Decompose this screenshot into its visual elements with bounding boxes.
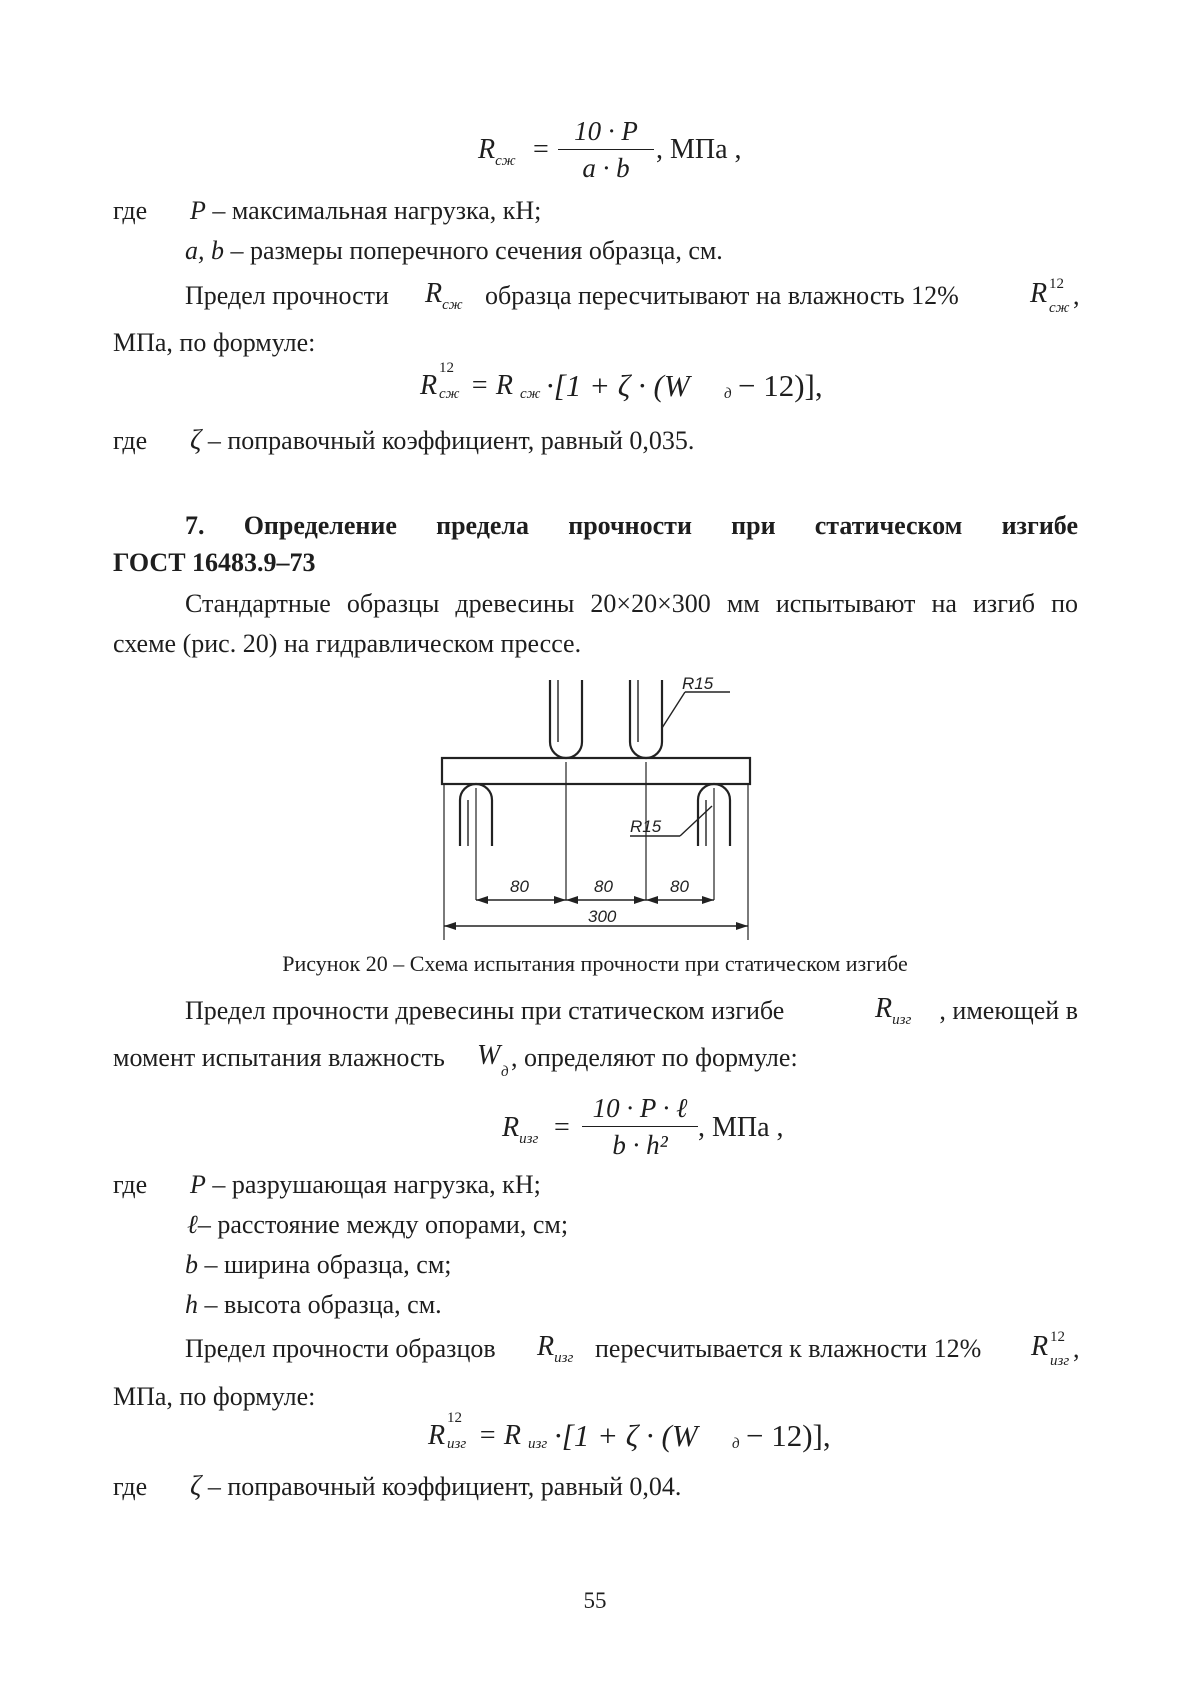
- figure-caption: Рисунок 20 – Схема испытания прочности при статическом изгибе: [282, 951, 908, 976]
- where-item: a, b – размеры поперечного сечения образца, см.: [185, 236, 723, 265]
- label-dimension-300: 300: [588, 907, 617, 926]
- label-dimension-80: 80: [670, 877, 689, 896]
- where-item: ζ – поправочный коэффициент, равный 0,035.: [190, 425, 695, 456]
- label-r15-bottom: R15: [630, 817, 662, 836]
- formula-lhs: $R_{изг}$: [502, 1112, 539, 1147]
- equals-sign: =: [533, 134, 549, 165]
- paragraph-recalc-compression: Предел прочности $R_{сж}$ образца пересчитывают на влажность 12% R 12 сж ,: [185, 276, 1080, 316]
- loading-head-right: [630, 680, 662, 758]
- fraction-denominator: a · b: [582, 153, 630, 183]
- label-dimension-80: 80: [510, 877, 529, 896]
- fraction-denominator: b · h²: [612, 1130, 668, 1160]
- loading-head-left: [550, 680, 582, 758]
- formula-unit: , МПа ,: [698, 1112, 784, 1143]
- paragraph-line: момент испытания влажность W д , определяют по формуле:: [113, 1040, 798, 1080]
- section-heading: 7. Определение предела прочности при статическом изгибе: [185, 511, 1078, 540]
- label-dimension-80: 80: [594, 877, 613, 896]
- section-heading-standard: ГОСТ 16483.9–73: [113, 548, 316, 577]
- where-item: P – максимальная нагрузка, кН;: [190, 196, 542, 225]
- where-item: ζ – поправочный коэффициент, равный 0,04.: [190, 1471, 682, 1502]
- label-r15-top: R15: [682, 674, 714, 693]
- formula-fraction: [582, 1092, 698, 1161]
- bending-scheme-diagram: [430, 670, 760, 940]
- paragraph-line: Стандартные образцы древесины 20×20×300 мм испытывают на изгиб по: [185, 589, 1078, 618]
- where-label: где: [113, 196, 148, 225]
- equals-sign: =: [554, 1112, 570, 1143]
- formula-bending-12: R 12 изг = R изг ·[1 + ζ · (W д − 12)],: [428, 1410, 831, 1453]
- where-item: ℓ– расстояние между опорами, см;: [187, 1210, 569, 1239]
- formula-lhs: $R_{сж}$: [478, 134, 516, 169]
- paragraph-line: МПа, по формуле:: [113, 1382, 316, 1411]
- formula-fraction: [558, 115, 654, 184]
- bending-test-figure: [430, 670, 760, 940]
- paragraph-recalc-bending: Предел прочности образцов $R_{изг}$ пересчитывается к влажности 12% R 12 изг ,: [185, 1329, 1080, 1369]
- where-label: где: [113, 426, 148, 455]
- paragraph-line: МПа, по формуле:: [113, 328, 316, 357]
- paragraph-line: схеме (рис. 20) на гидравлическом прессе.: [113, 629, 582, 658]
- page-number: 55: [583, 1588, 607, 1613]
- paragraph-bending-strength: Предел прочности древесины при статическом изгибе $R_{изг}$ , имеющей в: [185, 993, 1078, 1028]
- specimen-beam: [442, 758, 750, 784]
- where-label: где: [113, 1472, 148, 1501]
- fraction-numerator: 10 · P · ℓ: [592, 1093, 688, 1123]
- where-item: P – разрушающая нагрузка, кН;: [190, 1170, 541, 1199]
- where-item: h – высота образца, см.: [185, 1290, 442, 1319]
- formula-compression-12: R 12 сж = R сж ·[1 + ζ · (W д − 12)],: [420, 360, 823, 403]
- formula-unit: , МПа ,: [656, 134, 742, 165]
- where-item: b – ширина образца, см;: [185, 1250, 452, 1279]
- fraction-numerator: 10 · P: [574, 116, 638, 146]
- where-label: где: [113, 1170, 148, 1199]
